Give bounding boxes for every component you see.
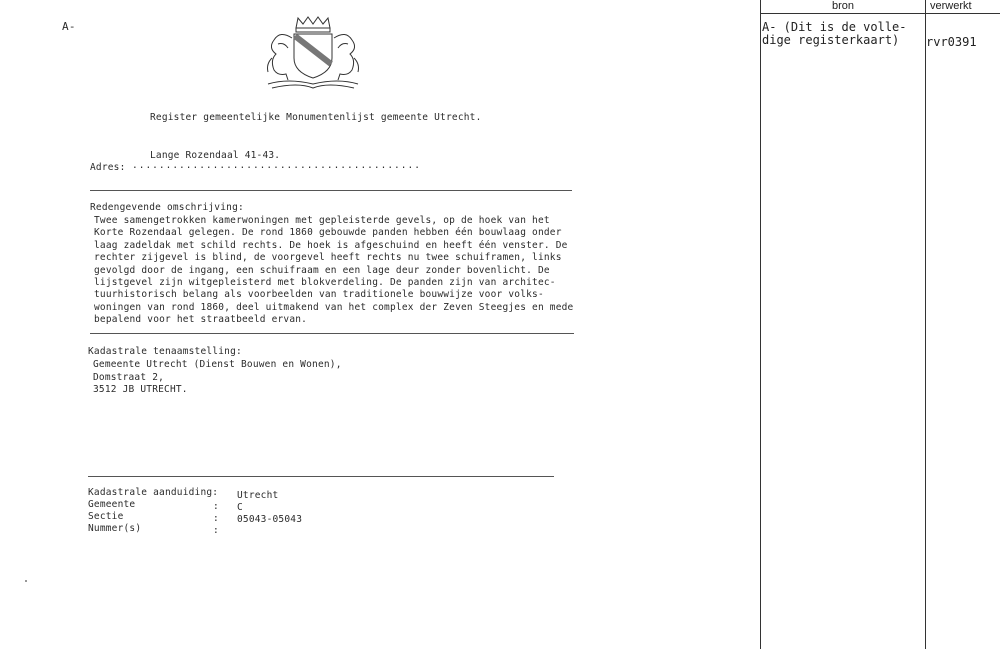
utrecht-coat-of-arms-logo	[258, 14, 368, 94]
owner-line: 3512 JB UTRECHT.	[93, 384, 188, 395]
reason-heading: Redengevende omschrijving:	[90, 202, 244, 213]
reason-line: woningen van rond 1860, deel uitmakend van het complex der Zeven Steegjes en mede	[94, 301, 574, 313]
corner-mark: A-	[62, 20, 76, 33]
reason-line: rechter zijgevel is blind, de voorgevel heeft rechts nu twee schuiframen, links	[94, 252, 562, 264]
table-border	[760, 0, 761, 649]
divider	[88, 476, 554, 477]
colon: :	[213, 525, 219, 536]
cadastral-labels	[88, 499, 141, 535]
reason-line: Twee samengetrokken kamerwoningen met gepleisterde gevels, op de hoek van het	[94, 215, 550, 226]
colon: :	[213, 513, 219, 524]
reason-line: lijstgevel zijn witgepleisterd met blokverdeling. De panden zijn van architec-	[94, 277, 556, 289]
owner-line: Gemeente Utrecht (Dienst Bouwen en Wonen),	[93, 359, 342, 370]
divider	[90, 333, 574, 334]
owner-block	[93, 359, 342, 397]
divider	[90, 190, 572, 191]
cadastral-heading: Kadastrale aanduiding:	[88, 487, 219, 498]
reason-line: bepalend voor het straatbeeld ervan.	[94, 314, 308, 326]
cadastral-label-nummers: Nummer(s)	[88, 523, 142, 534]
cadastral-value-gemeente: Utrecht	[237, 490, 279, 501]
table-border	[925, 0, 926, 649]
owner-heading: Kadastrale tenaamstelling:	[88, 346, 242, 357]
reason-line: tuurhistorisch belang als voorbeelden van traditionele bouwwijze voor volks-	[94, 289, 544, 301]
col-header-bron: bron	[832, 0, 855, 12]
reason-line: Korte Rozendaal gelegen. De rond 1860 gebouwde panden hebben één bouwlaag onder	[94, 227, 562, 239]
table-border	[760, 13, 1000, 14]
cadastral-value-nummers: 05043-05043	[237, 514, 303, 525]
address-value: Lange Rozendaal 41-43.	[150, 150, 281, 161]
cadastral-label-sectie: Sectie	[88, 511, 124, 522]
reason-line: laag zadeldak met schild rechts. De hoek is afgeschuind en heeft één venster. De	[94, 239, 568, 251]
cadastral-colons	[213, 501, 219, 537]
colon: :	[213, 501, 219, 512]
reason-text	[94, 215, 573, 327]
owner-line: Domstraat 2,	[93, 371, 165, 383]
address-dots: ...........................................	[132, 160, 421, 171]
verwerkt-entry: rvr0391	[926, 35, 977, 49]
cadastral-values	[237, 490, 302, 526]
col-header-verwerkt: verwerkt	[930, 0, 972, 12]
speck	[25, 580, 27, 582]
cadastral-label-gemeente: Gemeente	[88, 499, 136, 510]
address-label: Adres:	[90, 162, 126, 173]
bron-entry: A- (Dit is de volle- dige registerkaart)	[762, 20, 907, 47]
cadastral-value-sectie: C	[237, 502, 243, 513]
reason-line: gevolgd door de ingang, een schuifraam en een lage deur zonder bovenlicht. De	[94, 264, 550, 276]
register-title: Register gemeentelijke Monumentenlijst gemeente Utrecht.	[150, 112, 482, 123]
